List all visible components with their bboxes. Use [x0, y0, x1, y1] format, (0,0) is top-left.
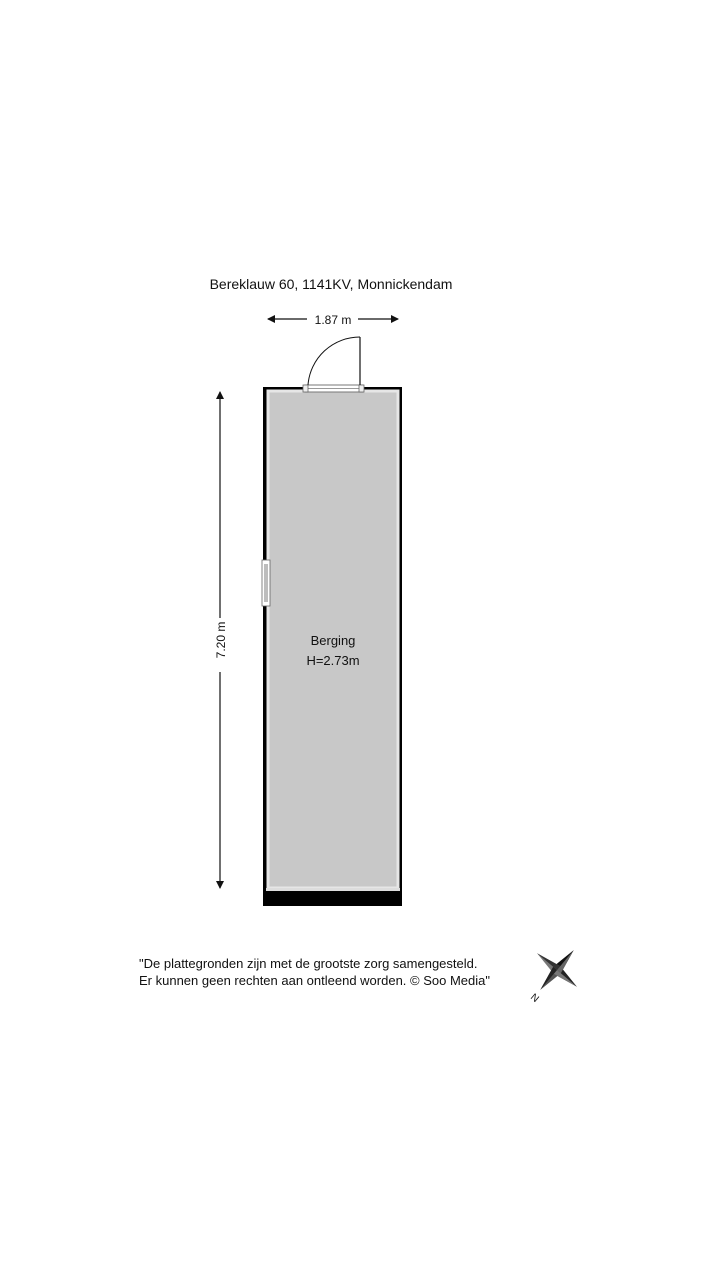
floor-edge: [266, 888, 400, 891]
disclaimer: [139, 955, 490, 989]
door-frame-left: [303, 385, 308, 392]
door: [303, 337, 364, 392]
door-swing-arc: [308, 337, 360, 385]
length-dimension-label: 7.20 m: [214, 621, 228, 659]
disclaimer-line-1: "De plattegronden zijn met de grootste zorg samengesteld.: [139, 956, 478, 971]
door-frame-right: [359, 385, 364, 392]
width-dimension-label: 1.87 m: [314, 313, 352, 327]
window: [262, 560, 270, 606]
room-name: Berging: [310, 633, 356, 648]
room-height: H=2.73m: [306, 653, 360, 668]
length-dimension: [214, 392, 228, 888]
disclaimer-line-2: Er kunnen geen rechten aan ontleend worden. © Soo Media": [139, 973, 490, 988]
compass-north-label: N: [528, 991, 541, 1005]
compass-rose-icon: [520, 940, 590, 1010]
address-title: Bereklauw 60, 1141KV, Monnickendam: [209, 276, 453, 292]
window-glass: [264, 564, 268, 602]
width-dimension: [268, 313, 398, 327]
